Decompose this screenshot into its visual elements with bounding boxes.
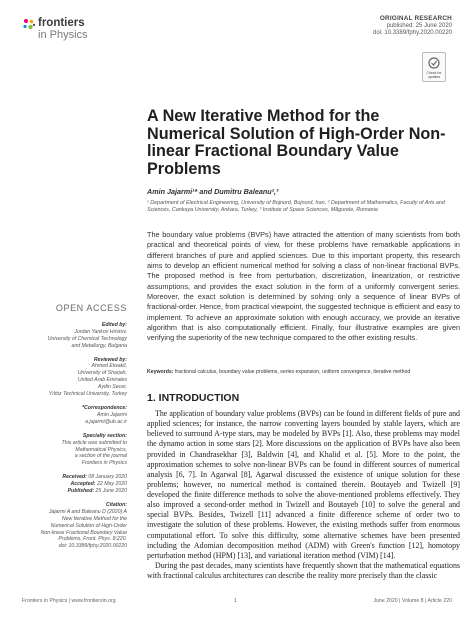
reviewer-line: Aydin Secer,	[97, 384, 127, 391]
reviewed-by-label: Reviewed by:	[93, 356, 127, 363]
specialty-line: Frontiers in Physics	[81, 460, 127, 467]
keywords-label: Keywords:	[147, 369, 174, 375]
accepted-date	[17, 481, 127, 488]
keywords	[147, 369, 460, 376]
reviewer-line: United Arab Emirates	[77, 377, 127, 384]
edited-by-label: Edited by:	[101, 321, 127, 328]
specialty-section-label: Specialty section:	[82, 432, 127, 439]
published-label: Published:	[67, 488, 95, 495]
open-access-label: OPEN ACCESS	[55, 303, 127, 313]
page-number: 1	[234, 598, 237, 604]
citation-line: Numerical Solution of High-Order	[50, 522, 127, 529]
keywords-list: fractional calculus, boundary value problems, series expansion, uniform convergence, iterative method	[174, 369, 411, 375]
published-date-sidebar	[17, 488, 127, 495]
article-info-sidebar	[17, 305, 127, 550]
citation-line: New Iterative Method for the	[61, 515, 127, 522]
correspondence-label: *Correspondence:	[82, 404, 127, 411]
reviewer-info	[17, 363, 127, 398]
published-value: 25 June 2020	[95, 488, 127, 495]
editor-line: Jordan Yankov Hristov,	[74, 328, 127, 335]
specialty-line: a section of the journal	[74, 453, 127, 460]
check-updates-label: Check for updates	[426, 71, 442, 79]
citation-info	[17, 509, 127, 550]
section-heading-introduction: 1. INTRODUCTION	[147, 392, 240, 404]
citation-line: doi: 10.3389/fphy.2020.00220	[58, 543, 127, 550]
citation-line: Non-linear Fractional Boundary Value	[40, 529, 127, 536]
intro-paragraph: The application of boundary value problems (BVPs) can be found in different fields of pure and applied sciences; for instance, the narrow converting layers bounded by stable layers, which are believed to surround A-type stars, may be modeled by BVPs [1]. Also, these problems may model the dynamo action in some stars [2]. More discussions on the application of BVPs have also been provided in Chandrasekhar [3], Baldwin [4], and Khalid et al. [5]. More to the point, the approximation schemes to solve non-linear BVPs can be found in different sources of numerical analysis [6, 7]. In Agarwal [8], Agarwal discussed the existence of unique solution for these problems; however, no numerical method is contained therein. Boutayeb and Twizell [9] developed the finite difference methods to solve the above-mentioned problems effectively. They also improved a second-order method in Twizell and Boutayeb [10] to solve the general and special BVPs. Besides, Twizell [11] advanced a finite difference scheme of order two to investigate the solution of these problems. However, the existing methods suffer from enormous computational effort. To solve this difficulty, some alternative schemes have been presented including the Adomian decomposition method (ADM) with Green's function [12], homotopy perturbation method (HPM) [13], and variational iteration method (VIM) [14].	[147, 409, 460, 560]
footer-volume-info: June 2020 | Volume 8 | Article 220	[373, 598, 452, 604]
received-label: Received:	[62, 474, 87, 481]
abstract: The boundary value problems (BVPs) have attracted the attention of many scientists from both practical and theoretical points of view, for these problems have remarkable applications in different branches of pure and applied sciences. Due to this important property, this research aims to develop an efficient numerical method for solving a class of non-linear fractional BVPs. The proposed method is free from perturbation, discretization, linearization, or restrictive assumptions, and provides the exact solution in the form of a uniformly convergent series. Moreover, the exact solution is determined by solving only a sequence of linear BVPs of fractional-order. Hence, from practical viewpoint, the suggested technique is efficient and easy to implement. To achieve an approximate solution with enough accuracy, we provide an iterative algorithm that is also computationally efficient. Finally, four illustrative examples are given verifying the superiority of the new technique compared to the other existing results.	[147, 230, 460, 343]
article-authors: Amin Jajarmi¹* and Dumitru Baleanu²,³	[147, 187, 279, 196]
check-for-updates-badge[interactable]	[422, 52, 446, 82]
accepted-value: 22 May 2020	[97, 481, 127, 488]
author-affiliations: ¹ Department of Electrical Engineering, University of Bojnord, Bojnord, Iran, ² Department of Mathematics, Faculty of Arts and Sciences, Cankaya University, Ankara, Turkey, ³ Institute of Space Sciences, Măgurele, Romania	[147, 200, 445, 214]
correspondent-email[interactable]: a.jajarmi@ub.ac.ir	[85, 418, 127, 425]
article-title: A New Iterative Method for the Numerical Solution of High-Order Non-linear Fractional Boundary Value Problems	[147, 107, 446, 178]
reviewer-line: Ahmed Elwakil,	[91, 363, 127, 370]
reviewer-line: Yıldız Technical University, Turkey	[48, 391, 127, 398]
check-updates-icon	[423, 56, 445, 72]
article-dates	[17, 474, 127, 495]
frontiers-logo-icon	[22, 18, 36, 32]
article-doi[interactable]: doi: 10.3389/fphy.2020.00220	[373, 30, 452, 36]
introduction-body	[147, 409, 460, 581]
logo-journal: in Physics	[38, 29, 88, 41]
received-value: 08 January 2020	[88, 474, 127, 481]
correspondence-info	[17, 412, 127, 426]
published-date: published: 25 June 2020	[386, 22, 452, 29]
citation-line: Jajarmi A and Baleanu D (2020) A	[48, 508, 127, 515]
received-date	[17, 474, 127, 481]
editor-info	[17, 329, 127, 350]
citation-line: Problems. Front. Phys. 8:220.	[58, 536, 127, 543]
reviewer-line: University of Sharjah,	[77, 370, 127, 377]
editor-line: University of Chemical Technology	[47, 335, 127, 342]
specialty-line: This article was submitted to	[61, 439, 127, 446]
specialty-line: Mathematical Physics,	[75, 446, 127, 453]
editor-line: and Metallurgy, Bulgaria	[71, 342, 127, 349]
article-header-meta	[373, 15, 452, 38]
frontiers-logo[interactable]	[22, 17, 114, 51]
article-type: ORIGINAL RESEARCH	[379, 15, 452, 22]
specialty-section-info	[17, 440, 127, 468]
footer-journal-link[interactable]: Frontiers in Physics | www.frontiersin.org	[22, 598, 116, 604]
citation-label: Citation:	[105, 501, 127, 508]
accepted-label: Accepted:	[70, 481, 96, 488]
intro-paragraph: During the past decades, many scientists have frequently shown that the mathematical equations with fractional calculus architectures can describe the reality more precisely than the classic	[147, 560, 460, 580]
logo-brand: frontiers	[38, 17, 85, 29]
correspondent-name: Amin Jajarmi	[97, 411, 127, 418]
